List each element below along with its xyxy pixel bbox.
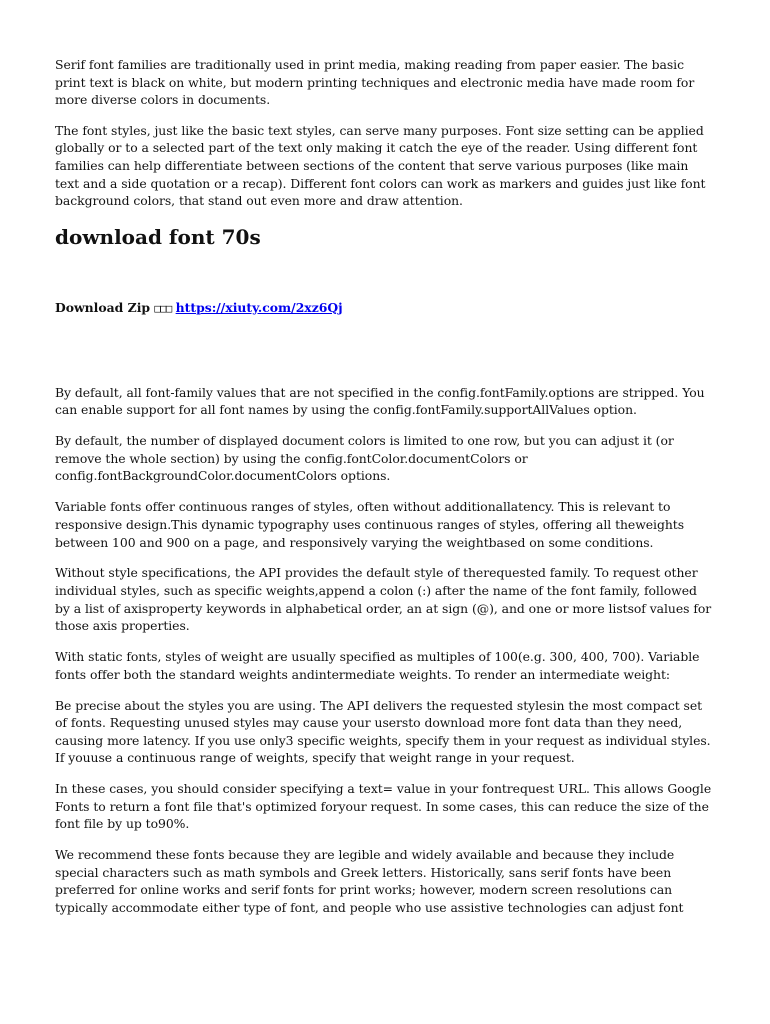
download-link[interactable]: https://xiuty.com/2xz6Qj [175, 299, 343, 315]
body-paragraph: By default, all font-family values that are not specified in the config.fontFamily.options are stripped. You can enable support for all font names by using the config.fontFamily.supportAllValues option. [55, 384, 705, 418]
page-title: download font 70s [55, 224, 261, 249]
body-paragraph: By default, the number of displayed document colors is limited to one row, but you can adjust it (or remove the whole section) by using the config.fontColor.documentColors or config.fontBackgroundColor.documentColors options. [55, 433, 674, 484]
body-paragraph: Variable fonts offer continuous ranges of styles, often without additionallatency. This is relevant to responsive design.This dynamic typography uses continuous ranges of styles, offering all theweights between 100 and 900 on a page, and responsively varying the weightbased on some conditions. [55, 499, 685, 550]
arrow-glyphs: □□□ [154, 301, 172, 315]
body-paragraph: Without style specifications, the API provides the default style of therequested family. To request other individual styles, such as specific weights,append a colon (:) after the name of the font family, followed by a list of axisproperty keywords in alphabetical order, an at sign (@), and one or more listsof values for those axis properties. [55, 565, 712, 634]
body-paragraph: With static fonts, styles of weight are usually specified as multiples of 100(e.g. 300, 400, 700). Variable fonts offer both the standard weights andintermediate weights. To render an intermediate weight: [55, 649, 700, 682]
intro-paragraph-1: Serif font families are traditionally used in print media, making reading from paper easier. The basic print text is black on white, but modern printing techniques and electronic media have made room for more diverse colors in documents. [55, 57, 695, 108]
body-paragraph: In these cases, you should consider specifying a text= value in your fontrequest URL. This allows Google Fonts to return a font file that's optimized foryour request. In some cases, this can reduce the size of the font file by up to90%. [55, 781, 712, 832]
intro-paragraph-2: The font styles, just like the basic text styles, can serve many purposes. Font size setting can be applied globally or to a selected part of the text only making it catch the eye of the reader. Using different font families can help differentiate between sections of the content that serve various purposes (like main text and a side quotation or a recap). Different font colors can work as markers and guides just like font background colors, that stand out even more and draw attention. [55, 122, 706, 209]
body-text [55, 384, 715, 917]
download-label: Download Zip [55, 299, 151, 315]
document-page [55, 56, 715, 930]
body-paragraph: Be precise about the styles you are using. The API delivers the requested stylesin the most compact set of fonts. Requesting unused styles may cause your usersto download more font data than they need, causing more latency. If you use only3 specific weights, specify them in your request as individual styles. If youuse a continuous range of weights, specify that weight range in your request. [55, 697, 711, 766]
download-line [55, 299, 715, 317]
body-paragraph: We recommend these fonts because they are legible and widely available and because they include special characters such as math symbols and Greek letters. Historically, sans serif fonts have been preferred for online works and serif fonts for print works; however, modern screen resolutions can typically accommodate either type of font, and people who use assistive technologies can adjust font [55, 847, 684, 916]
